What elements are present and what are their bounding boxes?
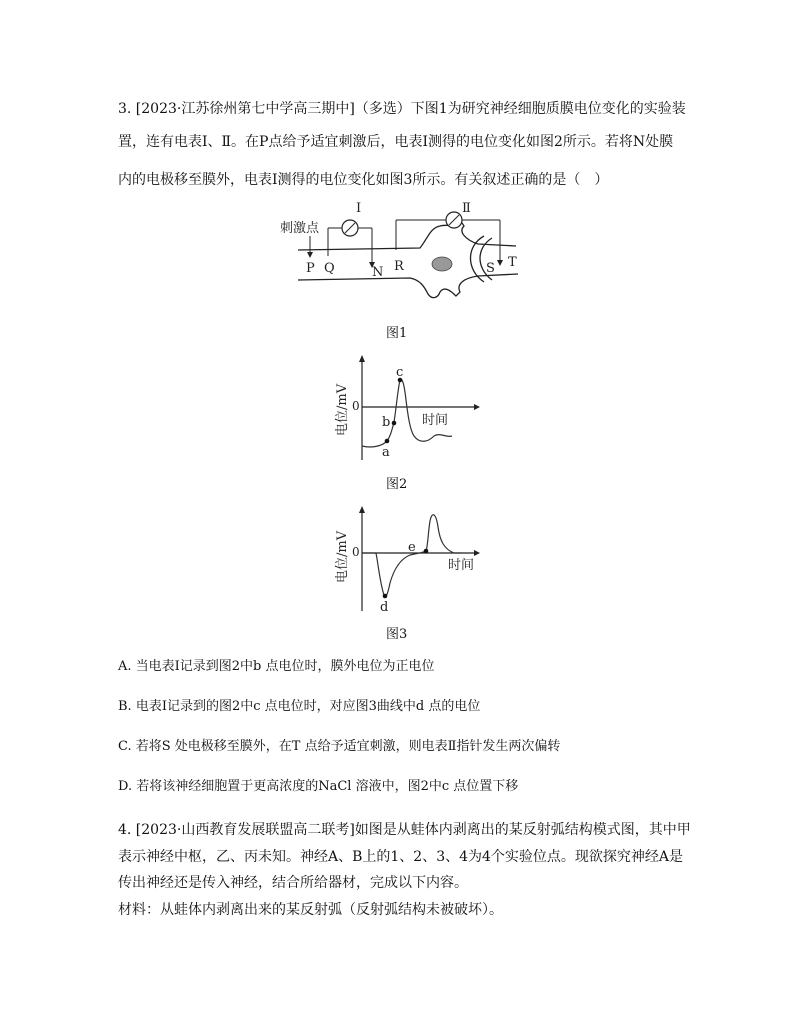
fig3-point-d [383,594,388,599]
fig3-zero: 0 [352,545,360,559]
q4-stem-line-1: 4. [2023·山西教育发展联盟高二联考]如图是从蛙体内剥离出的某反射弧结构模式图，其中甲 [118,822,691,838]
figure-1-neuron-apparatus [270,198,530,308]
q4-stem-line-3: 传出神经还是传入神经，结合所给器材，完成以下内容。 [118,875,468,891]
figure-3-caption: 图3 [386,627,408,642]
q4-stem-line-4: 材料：从蛙体内剥离出来的某反射弧（反射弧结构未被破坏）。 [118,902,503,918]
figure-3-graph [330,503,480,615]
fig2-zero: 0 [352,399,360,413]
option-c[interactable]: C. 若将S 处电极移至膜外，在T 点给予适宜刺激，则电表Ⅱ指针发生两次偏转 [118,739,561,754]
figure-1-caption: 图1 [386,326,408,341]
option-a[interactable]: A. 当电表Ⅰ记录到图2中b 点电位时，膜外电位为正电位 [118,659,435,674]
meter-2-label: Ⅱ [462,201,471,216]
q4-stem-line-2: 表示神经中枢，乙、丙未知。神经A、B上的1、2、3、4为4个实验位点。现欲探究神经A是 [118,849,684,865]
q3-stem-line-3: 内的电极移至膜外，电表Ⅰ测得的电位变化如图3所示。有关叙述正确的是（ ） [118,172,609,188]
figure-2-graph [330,352,480,464]
fig3-label-d: d [380,600,389,615]
fig3-label-e: e [408,540,416,555]
fig3-xlabel: 时间 [448,558,475,573]
figure-2-caption: 图2 [386,477,408,492]
q3-stem-line-2: 置，连有电表Ⅰ、Ⅱ。在P点给予适宜刺激后，电表Ⅰ测得的电位变化如图2所示。若将N处膜 [118,134,674,150]
point-P: P [306,261,315,276]
point-R: R [394,259,404,274]
stim-label: 刺激点 [280,221,320,236]
point-Q: Q [324,261,335,276]
q3-stem-line-1: 3. [2023·江苏徐州第七中学高三期中]（多选）下图1为研究神经细胞质膜电位变化的实验装 [118,101,686,117]
meter-1-label: I [356,201,362,216]
point-S: S [486,261,495,276]
fig3-ylabel: 电位/mV [335,530,350,583]
point-T: T [508,255,517,270]
fig2-label-b: b [382,415,391,430]
fig3-curve [362,515,462,597]
point-N: N [372,265,384,280]
option-b[interactable]: B. 电表Ⅰ记录到的图2中c 点电位时，对应图3曲线中d 点的电位 [118,699,481,714]
fig2-label-c: c [396,365,404,380]
fig2-label-a: a [382,445,390,460]
fig3-point-e [424,549,429,554]
option-d[interactable]: D. 若将该神经细胞置于更高浓度的NaCl 溶液中，图2中c 点位置下移 [118,779,519,794]
fig2-point-a [385,439,390,444]
fig2-point-b [392,421,397,426]
fig2-ylabel: 电位/mV [335,383,350,436]
nucleus [432,257,452,271]
fig2-xlabel: 时间 [422,413,449,428]
